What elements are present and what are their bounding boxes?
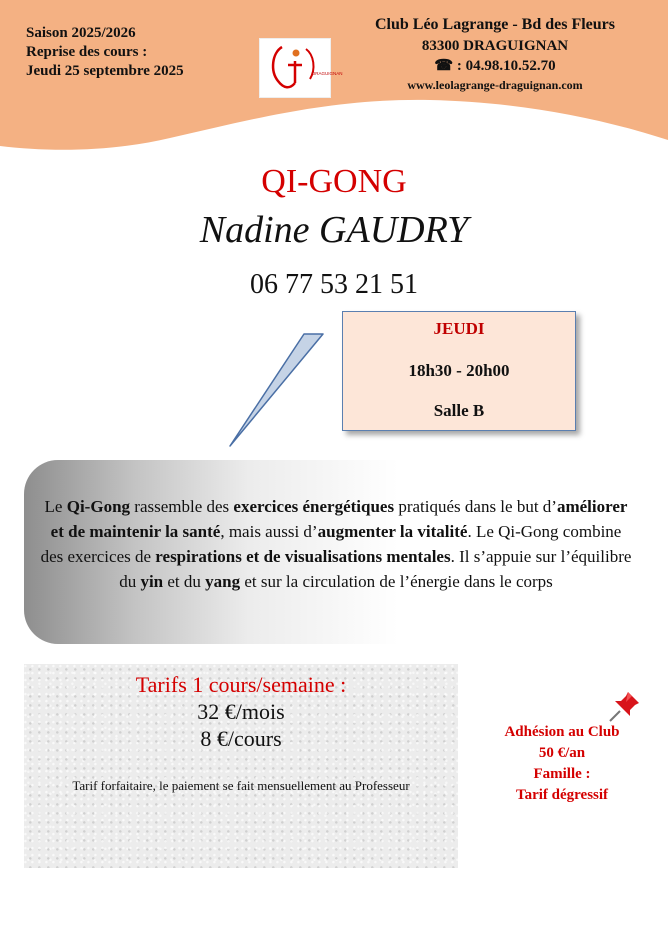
course-title: QI-GONG bbox=[261, 163, 407, 200]
teacher-phone: 06 77 53 21 51 bbox=[250, 269, 418, 300]
pushpin-icon bbox=[608, 689, 642, 723]
tarif-note: Tarif forfaitaire, le paiement se fait mensuellement au Professeur bbox=[72, 778, 410, 793]
tarif-monthly: 32 €/mois bbox=[197, 699, 285, 724]
schedule-box bbox=[342, 311, 576, 431]
adhesion-price: 50 €/an bbox=[538, 745, 586, 761]
club-logo bbox=[259, 38, 343, 98]
tarif-per-class: 8 €/cours bbox=[200, 726, 282, 751]
leo-lagrange-logo-icon bbox=[260, 39, 343, 97]
svg-text:DRAGUIGNAN: DRAGUIGNAN bbox=[312, 71, 343, 76]
schedule-hours: 18h30 - 20h00 bbox=[408, 361, 510, 380]
adhesion-title: Adhésion au Club bbox=[504, 724, 620, 740]
course-description: Le Qi-Gong rassemble des exercices énergétiques pratiqués dans le but d’améliorer et de maintenir la santé, mais aussi d’augmenter la vitalité. Le Qi-Gong combine des exercices de respirations et de visualisations mentales. Il s’appuie sur l’équilibre du yin et du yang et sur la circulation de l’énergie dans le corps bbox=[24, 460, 648, 644]
season-info bbox=[26, 24, 246, 81]
club-info bbox=[340, 14, 650, 94]
telephone-icon: ☎ bbox=[434, 58, 454, 74]
adhesion-family-label: Famille : bbox=[533, 766, 591, 782]
callout-line bbox=[220, 322, 350, 452]
schedule-room: Salle B bbox=[433, 401, 485, 420]
club-phone-line bbox=[340, 56, 650, 76]
club-city: 83300 DRAGUIGNAN bbox=[421, 38, 569, 54]
season-year: Saison 2025/2026 bbox=[26, 25, 136, 41]
schedule-day: JEUDI bbox=[433, 319, 485, 338]
club-name: Club Léo Lagrange - Bd des Fleurs bbox=[374, 16, 615, 33]
adhesion-info bbox=[474, 722, 650, 806]
tarifs-box bbox=[24, 664, 458, 868]
season-resume-date: Jeudi 25 septembre 2025 bbox=[26, 63, 184, 79]
teacher-name: Nadine GAUDRY bbox=[199, 209, 469, 251]
club-website[interactable]: www.leolagrange-draguignan.com bbox=[407, 78, 583, 92]
season-resume-label: Reprise des cours : bbox=[26, 44, 148, 60]
adhesion-family-rate: Tarif dégressif bbox=[515, 787, 609, 803]
tarifs-heading: Tarifs 1 cours/semaine : bbox=[135, 672, 347, 697]
club-phone: : 04.98.10.52.70 bbox=[456, 58, 556, 74]
